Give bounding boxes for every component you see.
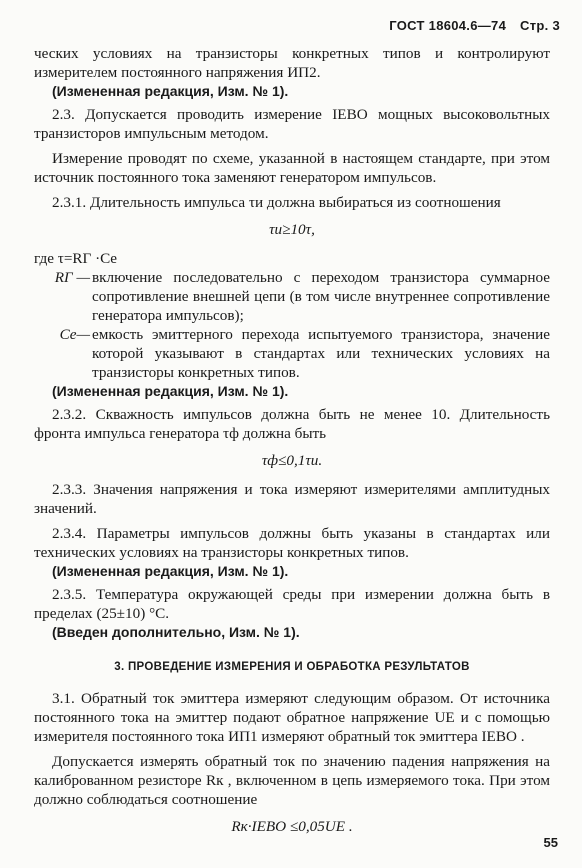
definition-list <box>34 268 550 382</box>
definition-text: емкость эмиттерного перехода испытуемого транзистора, значение которой указывают в стандартах или технических условиях на транзисторы конкретных типов. <box>92 326 550 381</box>
formula: Rк·IEBO ≤0,05UE . <box>231 818 353 835</box>
section-heading: 3. ПРОВЕДЕНИЕ ИЗМЕРЕНИЯ И ОБРАБОТКА РЕЗУЛЬТАТОВ <box>114 661 470 673</box>
paragraph: 2.3.2. Скважность импульсов должна быть не менее 10. Длительность фронта импульса генератора τф должна быть <box>34 406 550 442</box>
definition-term: RГ — <box>54 269 90 286</box>
formula: τф≤0,1τи. <box>261 452 323 469</box>
paragraph: 2.3.4. Параметры импульсов должны быть указаны в стандартах или технических условиях на транзисторы конкретных типов. <box>34 525 550 561</box>
page-label: Стр. 3 <box>520 18 560 33</box>
paragraph: 2.3. Допускается проводить измерение IEBO мощных высоковольтных транзисторов импульсным методом. <box>34 106 550 142</box>
paragraph: 2.3.5. Температура окружающей среды при измерении должна быть в пределах (25±10) °С. <box>34 586 550 622</box>
page-header <box>389 16 560 35</box>
definition-item <box>34 325 550 382</box>
definition-term: Cе— <box>59 326 90 343</box>
edition-note: (Измененная редакция, Изм. № 1). <box>52 383 289 399</box>
standard-code: ГОСТ 18604.6—74 <box>389 18 507 33</box>
paragraph: Допускается измерять обратный ток по значению падения напряжения на калиброванном резисторе Rк , включенном в цепь измеряемого тока. При этом должно соблюдаться соотношение <box>34 753 550 808</box>
edition-note: (Измененная редакция, Изм. № 1). <box>52 83 289 99</box>
paragraph: 2.3.1. Длительность импульса τи должна выбираться из соотношения <box>52 194 501 211</box>
paragraph: 2.3.3. Значения напряжения и тока измеряют измерителями амплитудных значений. <box>34 481 550 517</box>
definition-text: включение последовательно с переходом транзистора суммарное сопротивление внешней цепи (в том числе внутреннее сопротивление генератора импульсов); <box>92 269 550 324</box>
paragraph: Измерение проводят по схеме, указанной в настоящем стандарте, при этом источник постоянного тока заменяют генератором импульсов. <box>34 150 550 186</box>
edition-note: (Измененная редакция, Изм. № 1). <box>52 563 289 579</box>
definition-item <box>34 268 550 325</box>
formula: τи≥10τ, <box>269 221 315 238</box>
paragraph: ческих условиях на транзисторы конкретных типов и контролируют измерителем постоянного напряжения ИП2. <box>34 45 550 81</box>
paragraph: 3.1. Обратный ток эмиттера измеряют следующим образом. От источника постоянного тока на эмиттер подают обратное напряжение UE и с помощью измерителя постоянного тока ИП1 измеряют обратный ток эмиттера IEBO . <box>34 690 550 745</box>
document-body <box>34 44 550 846</box>
where-clause: где τ=RГ ·Cе <box>34 250 118 267</box>
edition-note: (Введен дополнительно, Изм. № 1). <box>52 624 300 640</box>
page-number: 55 <box>543 835 558 850</box>
